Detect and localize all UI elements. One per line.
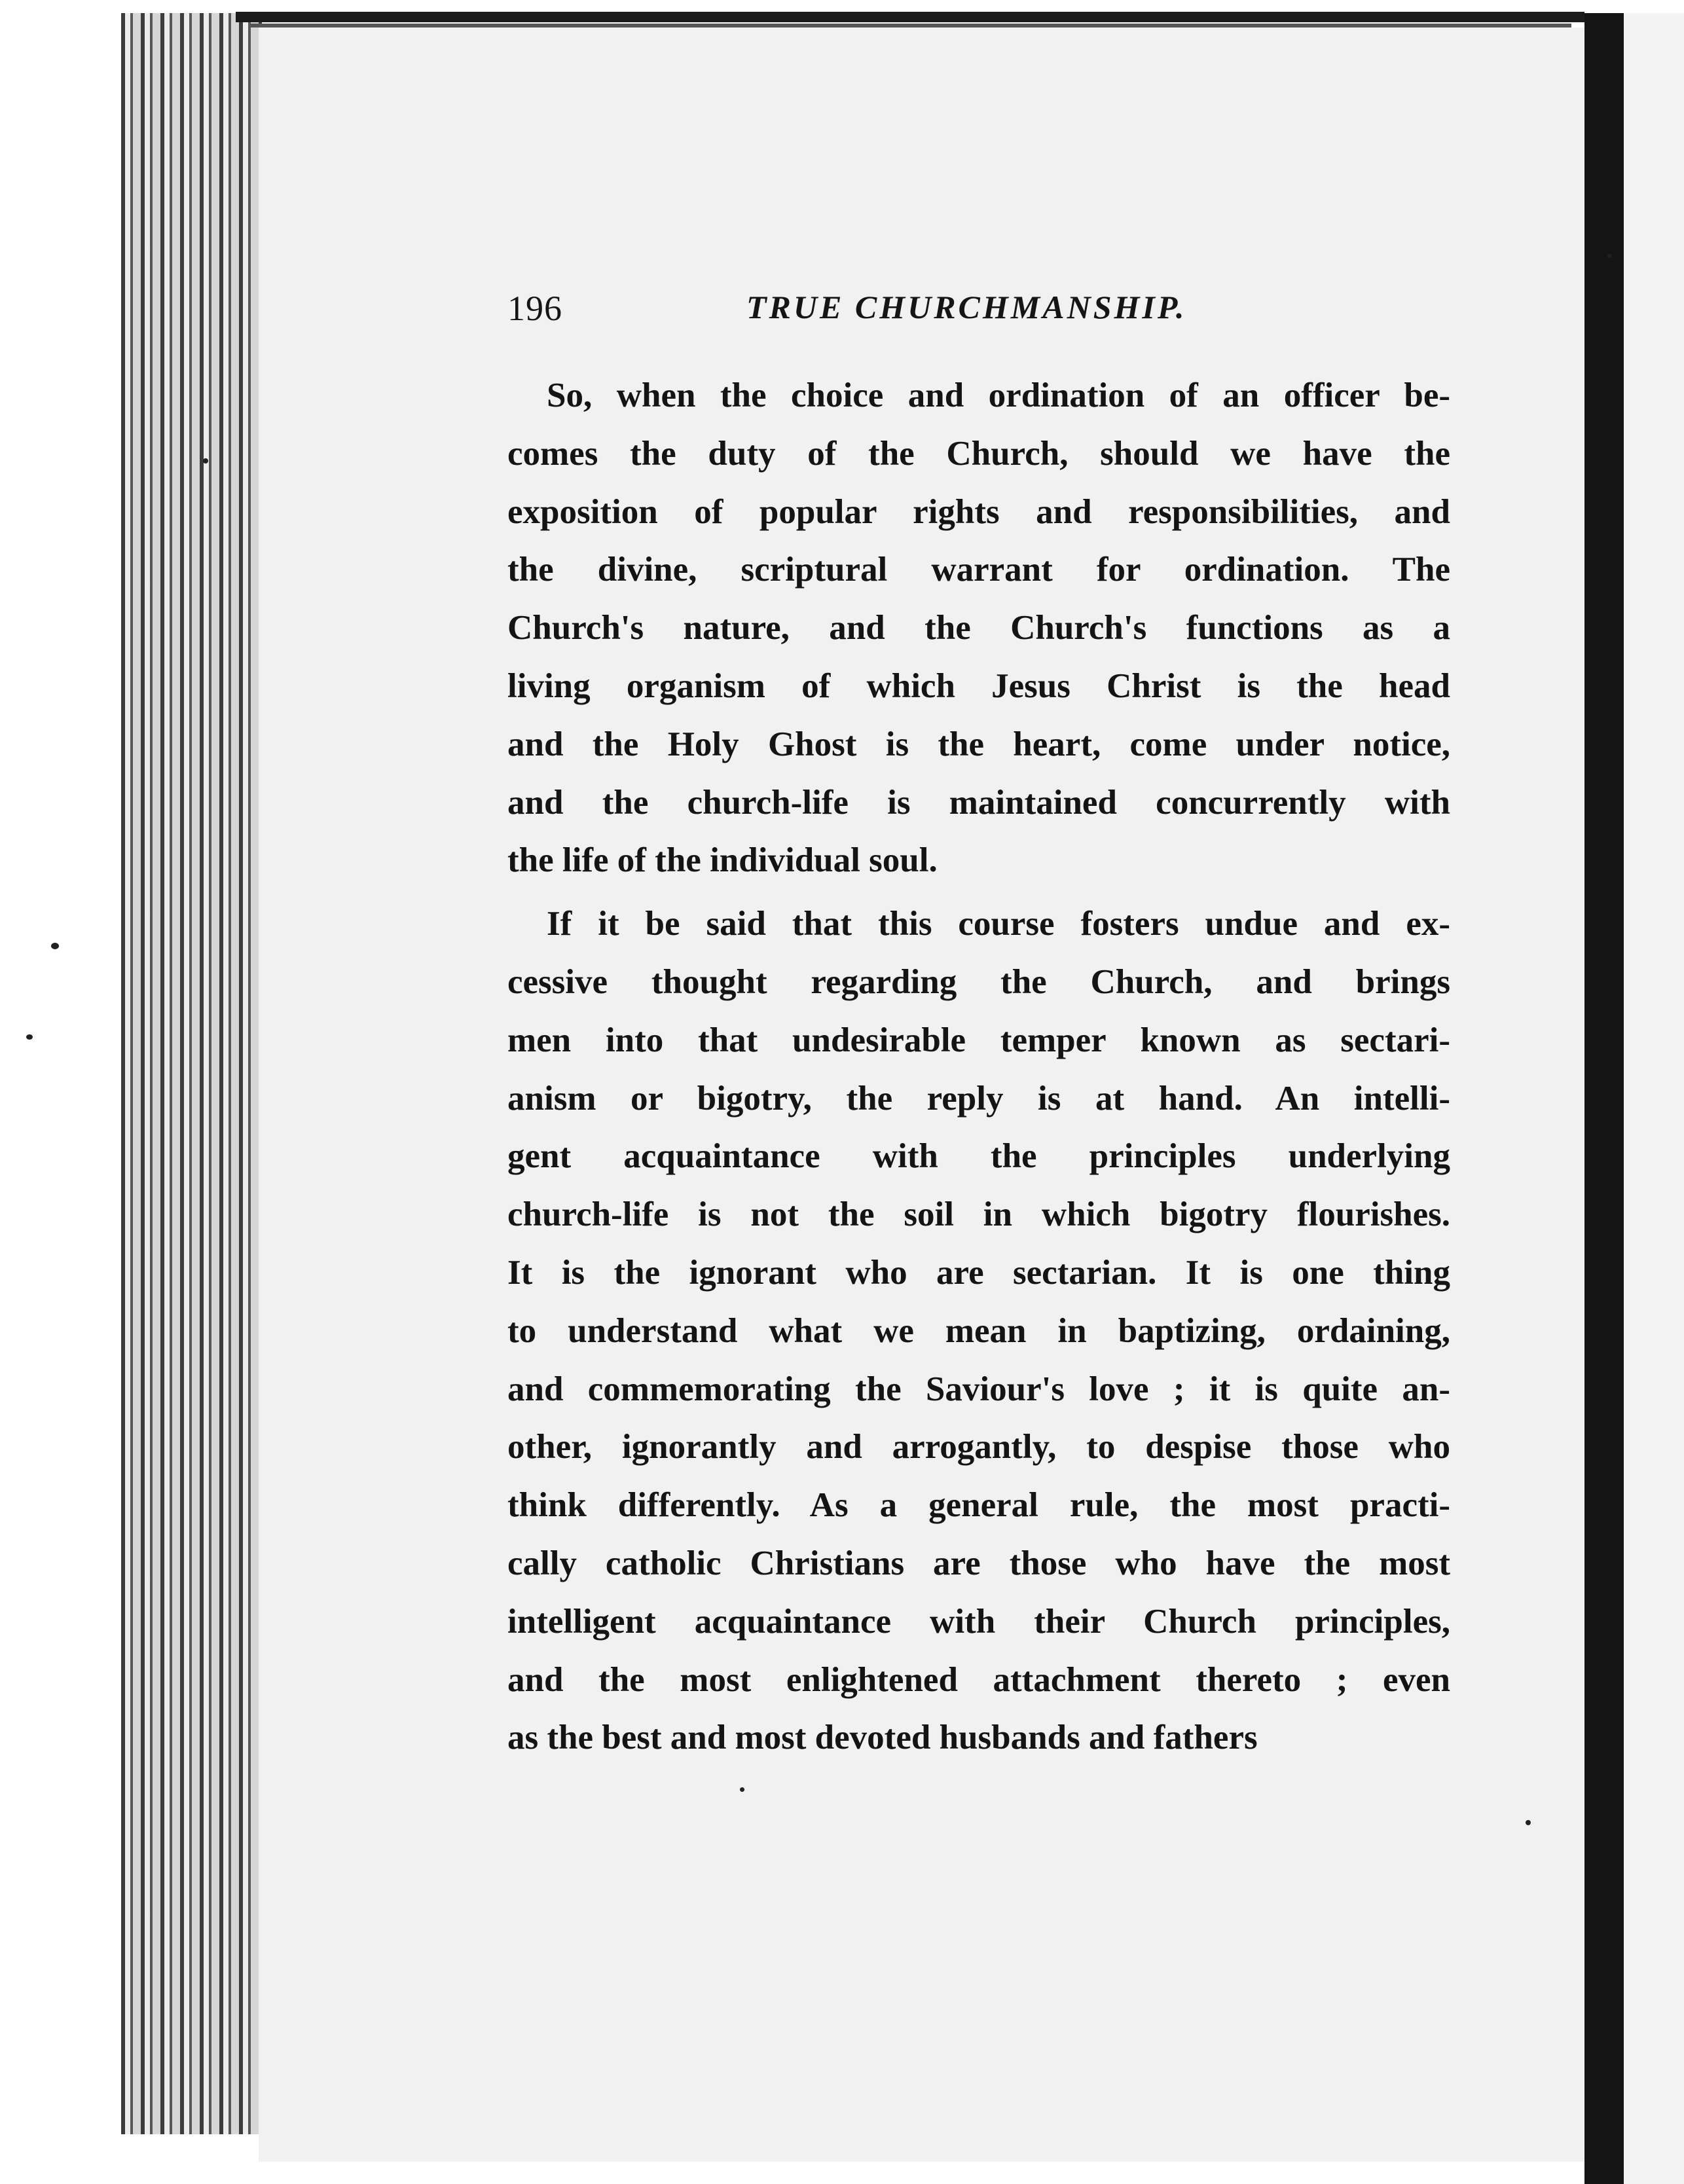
text-line: church-life is not the soil in which bigotry flourishes.: [507, 1195, 1450, 1234]
text-line: men into that undesirable temper known as sectari-: [507, 1021, 1450, 1059]
page-top-edge: [236, 12, 1584, 22]
page-number: 196: [507, 289, 562, 328]
text-line: exposition of popular rights and responsibilities, and: [507, 492, 1450, 531]
text-line: Church's nature, and the Church's functions as a: [507, 609, 1450, 647]
text-line: and the most enlightened attachment thereto ; even: [507, 1660, 1450, 1699]
text-line: comes the duty of the Church, should we have the: [507, 434, 1450, 473]
scan-speck: [203, 458, 208, 464]
text-line: and the Holy Ghost is the heart, come under notice,: [507, 725, 1450, 763]
text-line: and commemorating the Saviour's love ; it is quite an-: [507, 1370, 1450, 1408]
text-line: and the church-life is maintained concurrently with: [507, 783, 1450, 822]
body-text: [507, 367, 1450, 1767]
text-line: the divine, scriptural warrant for ordination. The: [507, 551, 1450, 589]
text-line: living organism of which Jesus Christ is the head: [507, 666, 1450, 705]
scan-speck: [26, 1034, 33, 1040]
scan-right-border: [1584, 13, 1624, 2184]
scan-speck: [1526, 1820, 1531, 1825]
text-line: cessive thought regarding the Church, and brings: [507, 962, 1450, 1001]
text-line: cally catholic Christians are those who have the most: [507, 1544, 1450, 1582]
scan-speck: [51, 943, 59, 949]
running-head: [507, 288, 1450, 340]
text-line: anism or bigotry, the reply is at hand. An intelli-: [507, 1079, 1450, 1118]
text-line: other, ignorantly and arrogantly, to despise those who: [507, 1428, 1450, 1466]
text-line: gent acquaintance with the principles underlying: [507, 1137, 1450, 1176]
text-line: think differently. As a general rule, the most practi-: [507, 1486, 1450, 1525]
paragraph: [507, 895, 1450, 1767]
text-line: If it be said that this course fosters undue and ex-: [547, 905, 1450, 943]
text-line: So, when the choice and ordination of an officer be-: [547, 376, 1450, 414]
scan-speck: [1607, 254, 1611, 258]
scan-speck: [740, 1787, 744, 1792]
paragraph-gap: [507, 890, 1450, 895]
paragraph: [507, 367, 1450, 890]
adjacent-page-strip: [1624, 13, 1684, 2184]
running-title: TRUE CHURCHMANSHIP.: [746, 289, 1187, 325]
book-binding-edge: [121, 13, 262, 2134]
text-line: to understand what we mean in baptizing, ordaining,: [507, 1311, 1450, 1350]
text-line: intelligent acquaintance with their Church principles,: [507, 1602, 1450, 1641]
text-line: the life of the individual soul.: [507, 841, 938, 880]
text-line: It is the ignorant who are sectarian. It is one thing: [507, 1253, 1450, 1292]
text-line: as the best and most devoted husbands and fathers: [507, 1719, 1258, 1757]
